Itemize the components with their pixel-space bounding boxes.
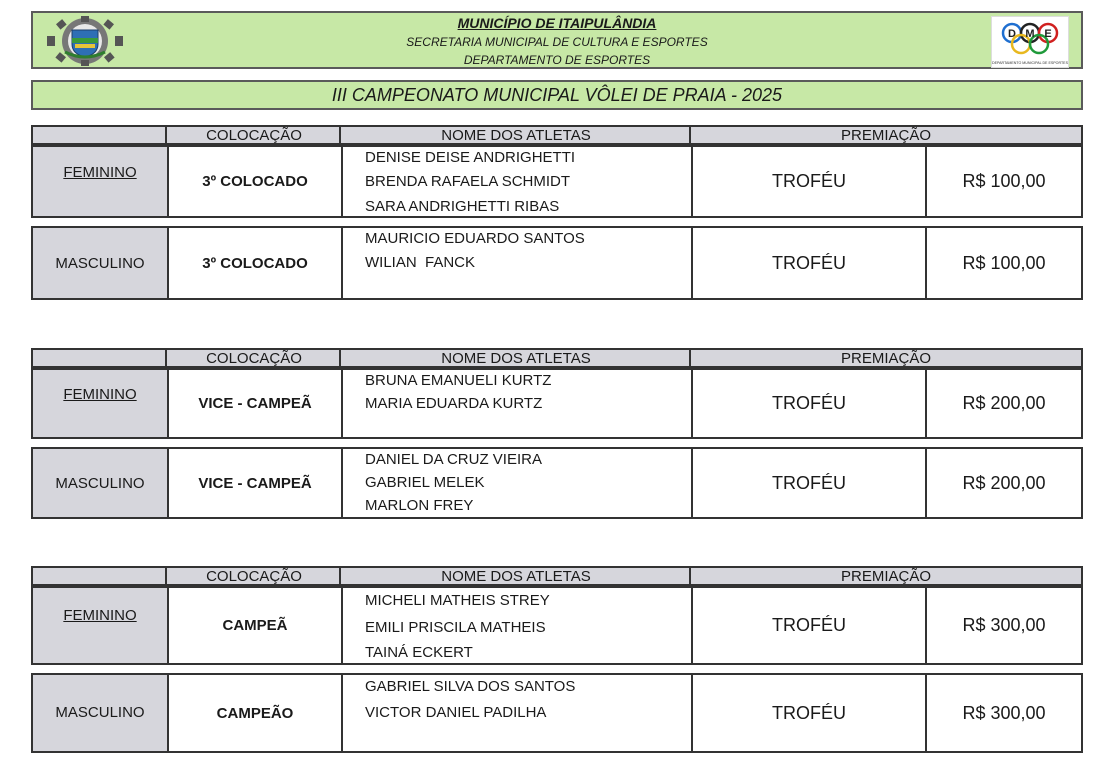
placement-cell: VICE - CAMPEÃ bbox=[169, 449, 343, 517]
cash-prize-cell: R$ 300,00 bbox=[962, 702, 1046, 723]
category-label: MASCULINO bbox=[55, 475, 145, 492]
athletes-cell bbox=[343, 588, 693, 663]
table-row bbox=[31, 145, 1083, 218]
athletes-cell bbox=[343, 228, 693, 298]
athlete-name: MARIA EDUARDA KURTZ bbox=[365, 395, 543, 412]
trophy-cell: TROFÉU bbox=[693, 370, 927, 437]
col-athletes-header: NOME DOS ATLETAS bbox=[441, 350, 591, 367]
col-prize-header: PREMIAÇÃO bbox=[840, 350, 931, 367]
athlete-name: GABRIEL SILVA DOS SANTOS bbox=[365, 678, 576, 695]
placement-cell: 3º COLOCADO bbox=[169, 147, 343, 216]
table-header bbox=[31, 125, 1083, 145]
trophy-cell: TROFÉU bbox=[693, 675, 927, 751]
athlete-name: MAURICIO EDUARDO SANTOS bbox=[365, 230, 585, 247]
dme-logo bbox=[991, 16, 1069, 68]
col-athletes-header: NOME DOS ATLETAS bbox=[441, 568, 591, 585]
athlete-name: SARA ANDRIGHETTI RIBAS bbox=[365, 198, 560, 215]
table-header bbox=[31, 348, 1083, 368]
table-row bbox=[31, 673, 1083, 753]
athletes-cell bbox=[343, 147, 693, 216]
category-label: MASCULINO bbox=[55, 255, 145, 272]
category-label: FEMININO bbox=[63, 164, 137, 181]
municipality-name: MUNICÍPIO DE ITAIPULÂNDIA bbox=[457, 15, 657, 31]
athlete-name: BRENDA RAFAELA SCHMIDT bbox=[365, 173, 571, 190]
athlete-name: EMILI PRISCILA MATHEIS bbox=[365, 619, 546, 636]
cash-prize-cell: R$ 100,00 bbox=[962, 252, 1046, 273]
table-row bbox=[31, 368, 1083, 439]
championship-title: III CAMPEONATO MUNICIPAL VÔLEI DE PRAIA - 2025 bbox=[31, 80, 1083, 110]
cash-prize-cell: R$ 200,00 bbox=[962, 472, 1046, 493]
athlete-name: DENISE DEISE ANDRIGHETTI bbox=[365, 149, 576, 166]
athlete-name: WILIAN FANCK bbox=[365, 254, 476, 271]
category-label: MASCULINO bbox=[55, 704, 145, 721]
trophy-cell: TROFÉU bbox=[693, 228, 927, 298]
secretariat-name: SECRETARIA MUNICIPAL DE CULTURA E ESPORTES bbox=[406, 35, 708, 49]
placement-cell: CAMPEÃ bbox=[169, 588, 343, 663]
athletes-cell bbox=[343, 675, 693, 751]
col-placement-header: COLOCAÇÃO bbox=[206, 568, 302, 585]
col-athletes-header: NOME DOS ATLETAS bbox=[441, 127, 591, 144]
dme-caption: DEPARTAMENTO MUNICIPAL DE ESPORTES bbox=[992, 61, 1068, 65]
athlete-name: BRUNA EMANUELI KURTZ bbox=[365, 372, 552, 389]
athletes-cell bbox=[343, 449, 693, 517]
dme-letter-d: D bbox=[1008, 28, 1016, 40]
category-label: FEMININO bbox=[63, 607, 137, 624]
table-row bbox=[31, 447, 1083, 519]
table-row bbox=[31, 586, 1083, 665]
document-header bbox=[31, 11, 1083, 69]
col-placement-header: COLOCAÇÃO bbox=[206, 350, 302, 367]
athlete-name: TAINÁ ECKERT bbox=[365, 644, 473, 661]
department-name: DEPARTAMENTO DE ESPORTES bbox=[463, 53, 651, 67]
cash-prize-cell: R$ 100,00 bbox=[962, 171, 1046, 191]
athlete-name: MICHELI MATHEIS STREY bbox=[365, 592, 550, 609]
table-header bbox=[31, 566, 1083, 586]
trophy-cell: TROFÉU bbox=[693, 449, 927, 517]
athlete-name: VICTOR DANIEL PADILHA bbox=[365, 704, 547, 721]
athletes-cell bbox=[343, 370, 693, 437]
athlete-name: DANIEL DA CRUZ VIEIRA bbox=[365, 451, 542, 468]
category-label: FEMININO bbox=[63, 386, 137, 403]
dme-letter-e: E bbox=[1044, 28, 1052, 40]
dme-letter-m: M bbox=[1025, 28, 1035, 40]
olympic-rings-icon bbox=[992, 17, 1068, 67]
col-placement-header: COLOCAÇÃO bbox=[206, 127, 302, 144]
placement-cell: CAMPEÃO bbox=[169, 675, 343, 751]
placement-cell: 3º COLOCADO bbox=[169, 228, 343, 298]
athlete-name: MARLON FREY bbox=[365, 497, 474, 514]
trophy-cell: TROFÉU bbox=[693, 147, 927, 216]
cash-prize-cell: R$ 200,00 bbox=[962, 393, 1046, 413]
athlete-name: GABRIEL MELEK bbox=[365, 474, 485, 491]
col-prize-header: PREMIAÇÃO bbox=[840, 568, 931, 585]
placement-cell: VICE - CAMPEÃ bbox=[169, 370, 343, 437]
cash-prize-cell: R$ 300,00 bbox=[962, 615, 1046, 635]
table-row bbox=[31, 226, 1083, 300]
col-prize-header: PREMIAÇÃO bbox=[840, 127, 931, 144]
trophy-cell: TROFÉU bbox=[693, 588, 927, 663]
